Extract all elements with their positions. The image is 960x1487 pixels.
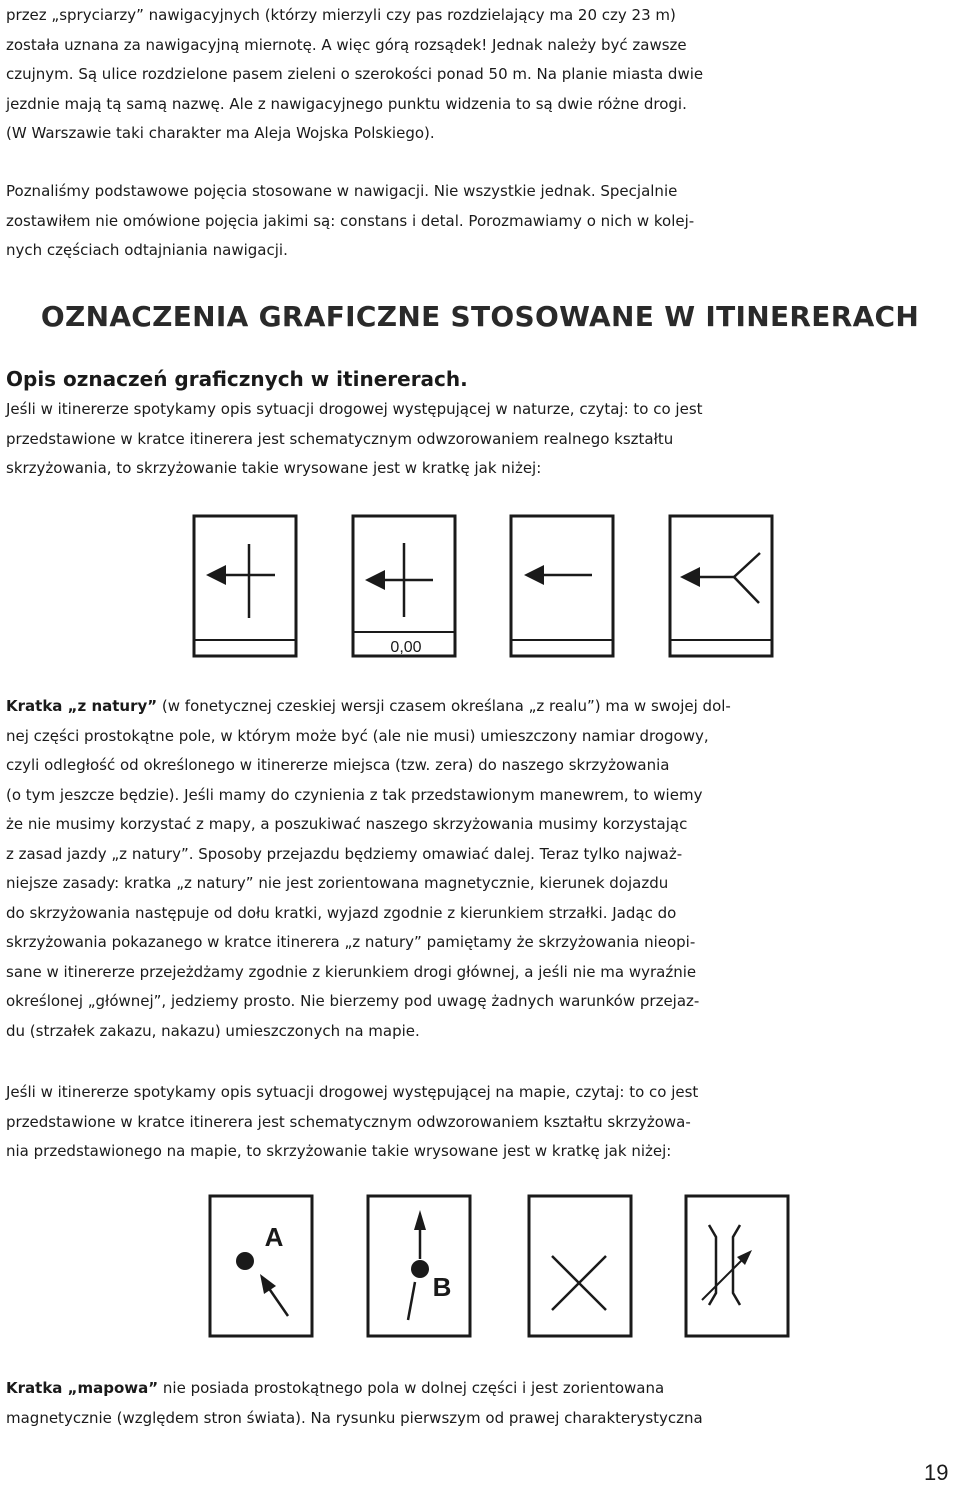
nature-box-2: [353, 516, 455, 656]
text-line: czyli odległość od określonego w itinererze miejsca (tzw. zera) do naszego skrzyżowania: [6, 756, 670, 774]
text-line: określonej „głównej”, jedziemy prosto. Nie bierzemy pod uwagę żadnych warunków przejaz-: [6, 992, 700, 1010]
bold-term: Kratka „mapowa”: [6, 1379, 159, 1397]
text-line: Poznaliśmy podstawowe pojęcia stosowane w nawigacji. Nie wszystkie jednak. Specjalnie: [6, 182, 678, 200]
text-line: du (strzałek zakazu, nakazu) umieszczonych na mapie.: [6, 1021, 420, 1040]
point-dot-icon: [411, 1260, 429, 1278]
text-line: zostawiłem nie omówione pojęcia jakimi są: constans i detal. Porozmawiamy o nich w kolej-: [6, 211, 695, 230]
text-line: została uznana za nawigacyjną miernotę. A więc górą rozsądek! Jednak należy być zawsze: [6, 35, 687, 54]
text-line: z zasad jazdy „z natury”. Sposoby przejazdu będziemy omawiać dalej. Teraz tylko najważ-: [6, 844, 683, 863]
nature-box-4: [670, 516, 772, 656]
text-line: przedstawione w kratce itinerera jest schematycznym odwzorowaniem kształtu skrzyżowa-: [6, 1112, 691, 1131]
nature-grid-figure: [0, 505, 960, 670]
map-description-paragraph: [6, 1374, 956, 1433]
map-box-4: [686, 1196, 788, 1336]
point-dot-icon: [236, 1252, 254, 1270]
text-line: nej części prostokątne pole, w którym może być (ale nie musi) umieszczony namiar drogowy,: [6, 726, 709, 745]
text-line: jezdnie mają tą samą nazwę. Ale z nawigacyjnego punktu widzenia to są dwie różne drogi.: [6, 94, 687, 113]
text-line: magnetycznie (względem stron świata). Na rysunku pierwszym od prawej charakterystyczna: [6, 1408, 703, 1427]
arrow-left-icon: [524, 565, 544, 585]
map-box-3: [529, 1196, 631, 1336]
text-line: skrzyżowania pokazanego w kratce itinerera „z natury” pamiętamy że skrzyżowania nieopi-: [6, 933, 696, 951]
arrow-icon: [260, 1274, 276, 1294]
intro-paragraph: [6, 1, 956, 149]
text-line: Jeśli w itinererze spotykamy opis sytuacji drogowej występującej w naturze, czytaj: to co jest: [6, 400, 703, 418]
text-line: że nie musimy korzystać z mapy, a poszukiwać naszego skrzyżowania musimy korzystając: [6, 815, 688, 833]
concepts-paragraph: [6, 177, 956, 266]
text-line: Kratka „mapowa” nie posiada prostokątnego pola w dolnej części i jest zorientowana: [6, 1379, 665, 1397]
nature-intro-paragraph: [6, 395, 956, 484]
arrow-up-icon: [414, 1210, 426, 1230]
map-box-2: [368, 1196, 470, 1336]
text-line: przedstawione w kratce itinerera jest schematycznym odwzorowaniem realnego kształtu: [6, 429, 674, 448]
text-line: skrzyżowania, to skrzyżowanie takie wrysowane jest w kratkę jak niżej:: [6, 459, 542, 477]
map-box-1: [210, 1196, 312, 1336]
text-line: (W Warszawie taki charakter ma Aleja Wojska Polskiego).: [6, 124, 435, 142]
label-b: B: [432, 1272, 452, 1302]
text-line: czujnym. Są ulice rozdzielone pasem zieleni o szerokości ponad 50 m. Na planie miasta dwie: [6, 65, 704, 83]
arrow-left-icon: [680, 567, 700, 587]
text-line: sane w itinererze przejeżdżamy zgodnie z kierunkiem drogi głównej, a jeśli nie ma wyraźnie: [6, 962, 697, 981]
arrow-left-icon: [365, 570, 385, 590]
text-line: nia przedstawionego na mapie, to skrzyżowanie takie wrysowane jest w kratkę jak niżej:: [6, 1142, 672, 1160]
text-line: (o tym jeszcze będzie). Jeśli mamy do czynienia z tak przedstawionym manewrem, to wiemy: [6, 785, 703, 804]
odometer-label: 0,00: [390, 639, 422, 656]
label-a: A: [264, 1222, 284, 1252]
text-line: nych częściach odtajniania nawigacji.: [6, 241, 288, 259]
subheading: Opis oznaczeń graficznych w itinererach.: [6, 367, 468, 391]
text-line: niejsze zasady: kratka „z natury” nie jest zorientowana magnetycznie, kierunek dojazdu: [6, 874, 669, 892]
text-line: Kratka „z natury” (w fonetycznej czeskiej wersji czasem określana „z realu”) ma w swojej dol-: [6, 697, 731, 715]
arrow-left-icon: [206, 565, 226, 585]
section-heading: OZNACZENIA GRAFICZNE STOSOWANE W ITINERERACH: [40, 300, 920, 333]
nature-description-paragraph: [6, 692, 956, 1046]
text-line: Jeśli w itinererze spotykamy opis sytuacji drogowej występującej na mapie, czytaj: to co jest: [6, 1083, 699, 1101]
nature-box-1: [194, 516, 296, 656]
text-line: do skrzyżowania następuje od dołu kratki, wyjazd zgodnie z kierunkiem strzałki. Jadąc do: [6, 903, 677, 922]
map-intro-paragraph: [6, 1078, 956, 1167]
map-grid-figure: [0, 1185, 960, 1355]
bold-term: Kratka „z natury”: [6, 697, 158, 715]
page-number: 19: [924, 1460, 949, 1485]
nature-box-3: [511, 516, 613, 656]
text-line: przez „spryciarzy” nawigacyjnych (którzy mierzyli czy pas rozdzielający ma 20 czy 23 m): [6, 6, 676, 24]
